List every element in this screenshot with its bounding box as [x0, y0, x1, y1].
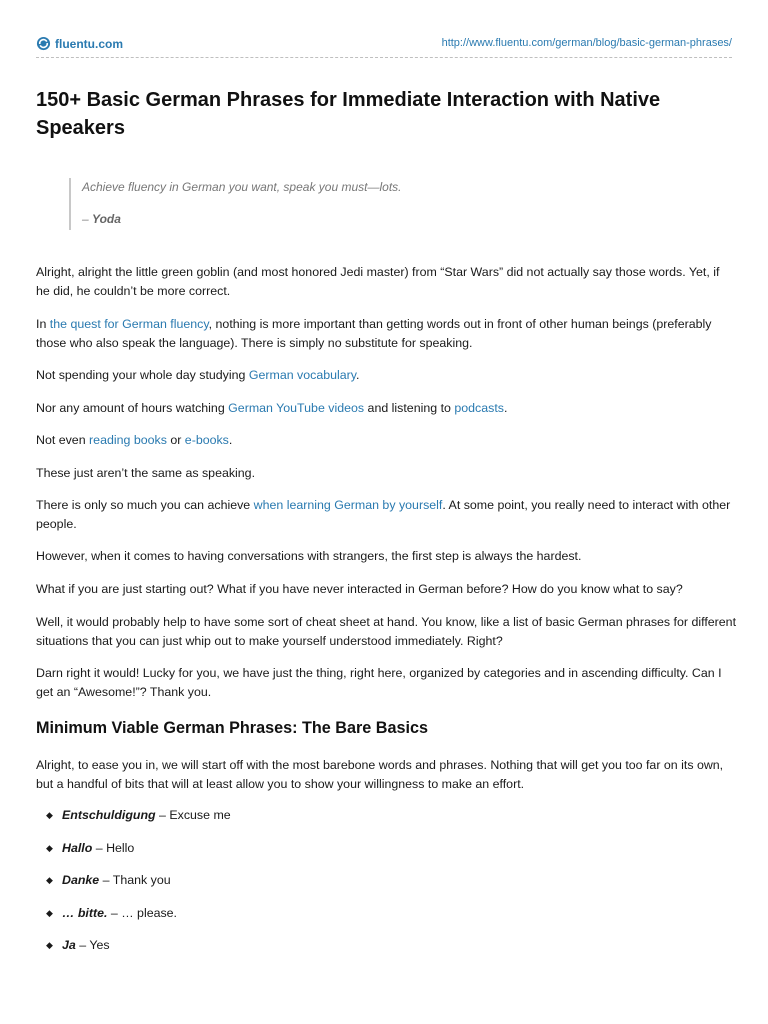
paragraph-text: Well, it would probably help to have some sort of cheat sheet at hand. You know, like a list of basic German phrases for different situations that you can just whip out to make yourself understood immediately. Right? [36, 615, 737, 648]
paragraph-text: What if you are just starting out? What if you have never interacted in German before? How do you know what to say? [36, 582, 683, 596]
phrase-term: … bitte. [62, 905, 108, 920]
phrase-item [46, 806, 231, 839]
phrase-item [46, 871, 231, 904]
section-intro: Alright, to ease you in, we will start off with the most barebone words and phrases. Nothing that will get you too far on its own, but a handful of bits that will at least allow you to show your willingness to make an effort. [36, 758, 724, 791]
bullet-icon: ◆ [46, 875, 53, 886]
section-heading: Minimum Viable German Phrases: The Bare Basics [36, 719, 428, 737]
paragraph [36, 399, 736, 418]
inline-link[interactable]: reading books [89, 433, 167, 447]
paragraph [36, 664, 736, 701]
paragraph-text: , nothing is more important than getting words out in front of other human beings (preferably those who also speak the language). There is simply no substitute for speaking. [36, 317, 712, 350]
inline-link[interactable]: e-books [184, 433, 229, 447]
paragraph [36, 547, 736, 566]
phrase-item [46, 936, 231, 969]
paragraph-text: . At some point, you really need to interact with other people. [36, 498, 731, 531]
page-url-link[interactable]: http://www.fluentu.com/german/blog/basic-german-phrases/ [441, 37, 732, 49]
phrase-meaning: – Excuse me [155, 808, 231, 822]
inline-link[interactable]: the quest for German fluency [49, 317, 209, 331]
paragraph-text: . [503, 401, 508, 415]
phrase-meaning: – Thank you [99, 873, 171, 888]
article-title: 150+ Basic German Phrases for Immediate Interaction with Native Speakers [36, 89, 661, 139]
bullet-icon: ◆ [46, 907, 53, 918]
phrase-meaning: – … please. [107, 905, 178, 920]
bullet-icon: ◆ [46, 810, 53, 820]
paragraph-text: However, when it comes to having conversations with strangers, the first step is always the hardest. [36, 549, 582, 563]
paragraph-text: Not spending your whole day studying [36, 368, 249, 382]
paragraph-text: . [228, 433, 233, 447]
paragraph [36, 431, 736, 450]
phrase-item [46, 904, 231, 937]
phrase-meaning: – Hello [92, 840, 135, 855]
bullet-icon: ◆ [46, 940, 53, 951]
bullet-icon: ◆ [46, 842, 53, 853]
paragraph-text: Nor any amount of hours watching [36, 401, 229, 415]
paragraph-text: . [356, 368, 360, 382]
inline-link[interactable]: German YouTube videos [228, 401, 365, 415]
inline-link[interactable]: podcasts [454, 401, 504, 415]
phrase-term: Entschuldigung [62, 808, 156, 822]
fluentu-logo-icon [36, 36, 51, 51]
paragraph [36, 366, 736, 385]
site-name: fluentu.com [55, 36, 123, 51]
quote-block [69, 178, 582, 230]
quote-attribution [82, 212, 121, 226]
paragraph [36, 613, 736, 650]
paragraph-text: and listening to [364, 401, 455, 415]
paragraph-text: Alright, alright the little green goblin (and most honored Jedi master) from “Star Wars” did not actually say those words. Yet, if he did, he couldn’t be more correct. [36, 265, 720, 298]
phrase-meaning: – Yes [75, 938, 110, 953]
paragraph [36, 263, 736, 300]
inline-link[interactable]: German vocabulary [248, 368, 357, 382]
quote-author: Yoda [92, 212, 121, 226]
paragraph-text: or [166, 433, 185, 447]
paragraph-text: There is only so much you can achieve [36, 498, 254, 512]
paragraph [36, 464, 736, 483]
paragraph-text: These just aren’t the same as speaking. [36, 466, 256, 480]
phrase-item [46, 839, 231, 872]
paragraph-text: In [36, 317, 50, 331]
phrase-term: Hallo [62, 840, 93, 855]
phrase-term: Ja [62, 938, 76, 953]
quote-text: Achieve fluency in German you want, speak you must—lots. [82, 180, 402, 194]
phrase-term: Danke [62, 873, 100, 888]
inline-link[interactable]: when learning German by yourself [253, 498, 443, 512]
paragraph [36, 496, 736, 533]
paragraph [36, 580, 736, 599]
phrase-list [46, 806, 231, 969]
page-header [36, 32, 732, 58]
paragraph [36, 315, 736, 352]
quote-dash: – [82, 212, 93, 226]
paragraph-text: Darn right it would! Lucky for you, we have just the thing, right here, organized by categories and in ascending difficulty. Can I get an “Awesome!”? Thank you. [36, 666, 722, 699]
paragraph-text: Not even [36, 433, 90, 447]
site-logo[interactable] [36, 36, 123, 51]
